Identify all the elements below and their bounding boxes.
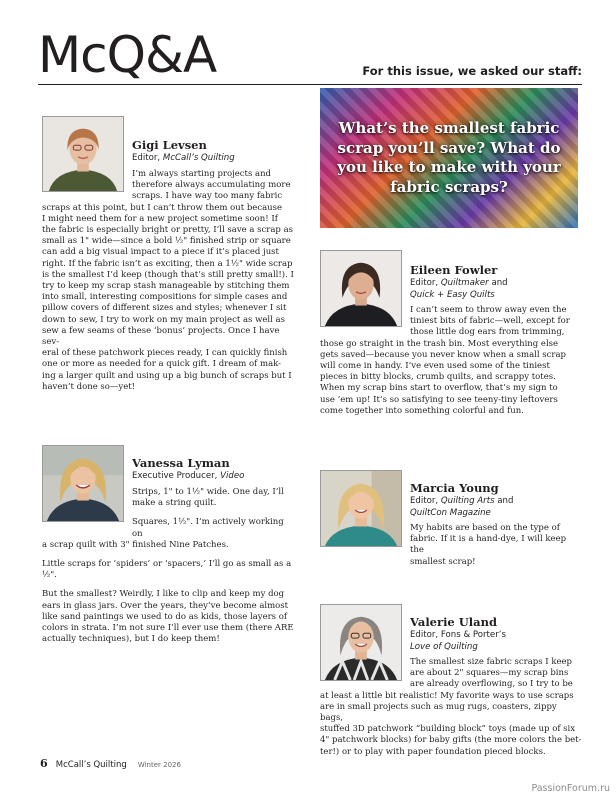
- marcia-role: Editor,: [410, 496, 439, 506]
- valerie-line: are about 2" squares—my scrap bins: [410, 668, 569, 679]
- gigi-line: small as 1" wide—since a bold ½" finished strip or square: [42, 236, 291, 247]
- valerie-line: 4" patchwork blocks) for baby gifts (the more colors the bet-: [320, 735, 582, 746]
- gigi-name: Gigi Levsen: [132, 138, 207, 152]
- eileen-name: Eileen Fowler: [410, 263, 498, 277]
- marcia-name: Marcia Young: [410, 481, 499, 495]
- vanessa-name: Vanessa Lyman: [132, 456, 230, 470]
- eileen-line: those go straight in the trash bin. Most everything else: [320, 338, 559, 349]
- gigi-line: scraps at this point, but I can’t throw them out because: [42, 202, 283, 213]
- gigi-line: one or more as needed for a quick gift. I dream of mak-: [42, 359, 282, 370]
- vanessa-line: Strips, 1" to 1½" wide. One day, I’ll: [132, 487, 284, 497]
- eileen-line: gets saved—because you never know when a small scrap: [320, 349, 566, 360]
- valerie-publication-2: Love of Quilting: [410, 642, 478, 652]
- eileen-line: use ’em up! It’s so satisfying to see teeny-tiny leftovers: [320, 394, 558, 405]
- valerie-line: The smallest size fabric scraps I keep: [410, 657, 572, 667]
- marcia-publication-2: QuiltCon Magazine: [410, 508, 491, 518]
- header-rule: [38, 84, 582, 85]
- masthead: McQ&A: [38, 26, 217, 84]
- vanessa-p3: [42, 559, 294, 581]
- eileen-line: When my scrap bins start to overflow, that’s my sign to: [320, 383, 558, 394]
- valerie-name: Valerie Uland: [410, 615, 498, 629]
- question-banner: [320, 88, 578, 228]
- marcia-line: smallest scrap!: [410, 556, 476, 567]
- eileen-publication-2: Quick + Easy Quilts: [410, 290, 495, 300]
- vanessa-line: like sand paintings we used to do as kids, those layers of: [42, 611, 288, 622]
- tagline: For this issue, we asked our staff:: [362, 64, 582, 78]
- valerie-role: Editor,: [410, 630, 439, 640]
- valerie-answer: [320, 657, 582, 758]
- gigi-line: is the smallest I’d keep (though that’s still pretty small!). I: [42, 269, 294, 280]
- vanessa-line: Little scraps for ‘spiders’ or ‘spacers,’ I’ll go as small as a ½".: [42, 559, 292, 581]
- page-folio: [40, 752, 181, 771]
- gigi-line: can add a big visual impact to a piece if it’s placed just: [42, 247, 279, 258]
- gigi-line: try to keep my scrap stash manageable by stitching them: [42, 281, 290, 292]
- gigi-title: [132, 152, 235, 164]
- gigi-line: eral of these patchwork pieces ready, I can quickly finish: [42, 348, 288, 359]
- eileen-line: pieces in bitty blocks, crumb quilts, and scrappy totes.: [320, 372, 556, 383]
- gigi-line: therefore always accumulating more: [132, 180, 291, 191]
- vanessa-p1: [42, 487, 294, 509]
- gigi-line: ing a larger quilt and using up a big bunch of scraps but I: [42, 370, 292, 381]
- eileen-line: those little dog ears from trimming,: [410, 327, 565, 338]
- marcia-line: fabric. If it is a hand-dye, I will keep the: [410, 534, 567, 556]
- vanessa-line: a scrap quilt with 3" finished Nine Patches.: [42, 539, 229, 550]
- eileen-line: I can’t seem to throw away even the: [410, 305, 567, 315]
- marcia-line: My habits are based on the type of: [410, 523, 560, 533]
- gigi-line: into small, interesting compositions for simple cases and: [42, 292, 288, 303]
- eileen-title: [410, 277, 508, 301]
- vanessa-answer: [42, 487, 294, 645]
- vanessa-role: Executive Producer,: [132, 471, 218, 481]
- eileen-line: will come in handy. I’ve even used some of the tiniest: [320, 361, 550, 372]
- gigi-line: pillow covers of different sizes and styles; whenever I sit: [42, 303, 287, 314]
- vanessa-publication: Video: [220, 471, 245, 481]
- vanessa-title: [132, 470, 244, 482]
- valerie-line: at least a little bit realistic! My favorite ways to use scraps: [320, 690, 574, 701]
- gigi-line: scraps. I have way too many fabric: [132, 191, 283, 202]
- vanessa-p2: [42, 517, 294, 551]
- gigi-publication: McCall’s Quilting: [162, 153, 235, 163]
- eileen-answer: [320, 305, 578, 417]
- valerie-line: are already overflowing, so I try to be: [410, 679, 573, 690]
- eileen-line: tiniest bits of fabric—well, except for: [410, 316, 570, 327]
- marcia-photo: [320, 470, 402, 547]
- issue-date: Winter 2026: [137, 761, 181, 769]
- vanessa-line: ears in glass jars. Over the years, they’ve become almost: [42, 600, 289, 611]
- vanessa-line: colors in strata. I’m not sure I’ll ever use them (there ARE: [42, 623, 294, 634]
- marcia-title: [410, 495, 513, 519]
- eileen-line: come together into something colorful and fun.: [320, 405, 524, 416]
- question-text: What’s the smallest fabric scrap you’ll save? What do you like to make with your fabric scraps?: [337, 119, 561, 196]
- gigi-line: sew a few seams of these ‘bonus’ projects. Once I have sev-: [42, 325, 280, 348]
- gigi-line: down to sew, I try to work on my main project as well as: [42, 314, 285, 325]
- valerie-line: are in small projects such as mug rugs, coasters, zippy bags,: [320, 701, 557, 724]
- gigi-line: haven’t done so—yet!: [42, 381, 136, 392]
- watermark: PassionForum.ru: [531, 783, 610, 794]
- gigi-line: I’m always starting projects and: [132, 169, 271, 179]
- marcia-answer: [410, 523, 582, 568]
- vanessa-line: make a string quilt.: [132, 498, 217, 509]
- vanessa-p4: [42, 589, 294, 645]
- valerie-line: stuffed 3D patchwork “building block” toys (made up of six: [320, 724, 576, 735]
- valerie-line: ter!) or to play with paper foundation pieced blocks.: [320, 746, 546, 757]
- marcia-role-suffix: and: [497, 496, 514, 506]
- gigi-role: Editor,: [132, 153, 161, 163]
- vanessa-line: Squares, 1½". I’m actively working on: [132, 517, 284, 539]
- gigi-line: the fabric is especially bright or pretty, I’ll save a scrap as: [42, 225, 293, 236]
- eileen-role: Editor,: [410, 278, 439, 288]
- valerie-publication: Fons & Porter’s: [440, 630, 506, 640]
- magazine-name: McCall’s Quilting: [55, 760, 127, 770]
- gigi-line: right. If the fabric isn’t as exciting, then a 1½" wide scrap: [42, 258, 293, 269]
- vanessa-line: But the smallest? Weirdly, I like to clip and keep my dog: [42, 589, 285, 600]
- gigi-answer: [42, 169, 294, 393]
- valerie-title: [410, 629, 506, 653]
- eileen-publication: Quiltmaker: [440, 278, 489, 288]
- marcia-publication: Quilting Arts: [440, 496, 495, 506]
- vanessa-line: actually techniques), but I do keep them!: [42, 634, 220, 645]
- page-number: 6: [40, 757, 48, 770]
- gigi-line: I might need them for a new project sometime soon! If: [42, 213, 278, 224]
- eileen-role-suffix: and: [491, 278, 508, 288]
